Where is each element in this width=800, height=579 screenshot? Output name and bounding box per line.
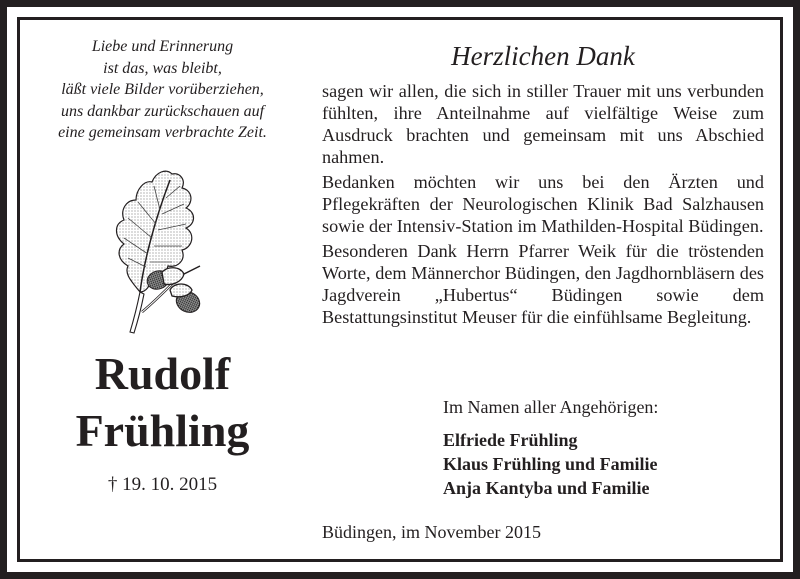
memorial-poem bbox=[30, 36, 295, 144]
deceased-last-name: Frühling bbox=[75, 405, 250, 456]
poem-line: eine gemeinsam verbrachte Zeit. bbox=[58, 124, 267, 141]
poem-line: Liebe und Erinnerung bbox=[91, 38, 234, 55]
place-and-date: Büdingen, im November 2015 bbox=[322, 522, 541, 542]
mourner-name: Anja Kantyba und Familie bbox=[443, 478, 650, 498]
deceased-name bbox=[30, 345, 295, 459]
body-paragraph: sagen wir allen, die sich in stiller Trauer mit uns verbunden fühlten, ihre Anteilnahme auf vielfältige Weise zum Ausdruck brachten und gemeinsam mit uns Abschied nahmen. bbox=[322, 81, 764, 167]
mourner-name: Klaus Frühling und Familie bbox=[443, 454, 658, 474]
poem-line: läßt viele Bilder vorüberziehen, bbox=[61, 81, 264, 98]
body-paragraph: Besonderen Dank Herrn Pfarrer Weik für die tröstenden Worte, dem Männerchor Büdingen, den Jagdhornbläsern des Jagdverein „Hubertus“ Büdingen sowie dem Bestattungsinstitut Meuser für die einfühlsame Begleitung. bbox=[322, 241, 764, 327]
body-paragraph: Bedanken möchten wir uns bei den Ärzten und Pflegekräften der Neurologischen Klinik Bad Salzhausen sowie der Intensiv-Station im Mathilden-Hospital Büdingen. bbox=[322, 172, 764, 236]
poem-line: ist das, was bleibt, bbox=[103, 59, 222, 77]
death-date: † 19. 10. 2015 bbox=[107, 474, 218, 495]
mourner-name: Elfriede Frühling bbox=[443, 430, 578, 450]
oak-leaf-acorns-icon bbox=[110, 162, 210, 338]
notice-heading: Herzlichen Dank bbox=[451, 41, 635, 71]
signoff-line: Im Namen aller Angehörigen: bbox=[443, 397, 659, 417]
notice-body bbox=[322, 80, 764, 331]
mourners-list bbox=[443, 428, 763, 500]
poem-line: uns dankbar zurückschauen auf bbox=[60, 102, 265, 120]
deceased-first-name: Rudolf bbox=[94, 348, 231, 399]
